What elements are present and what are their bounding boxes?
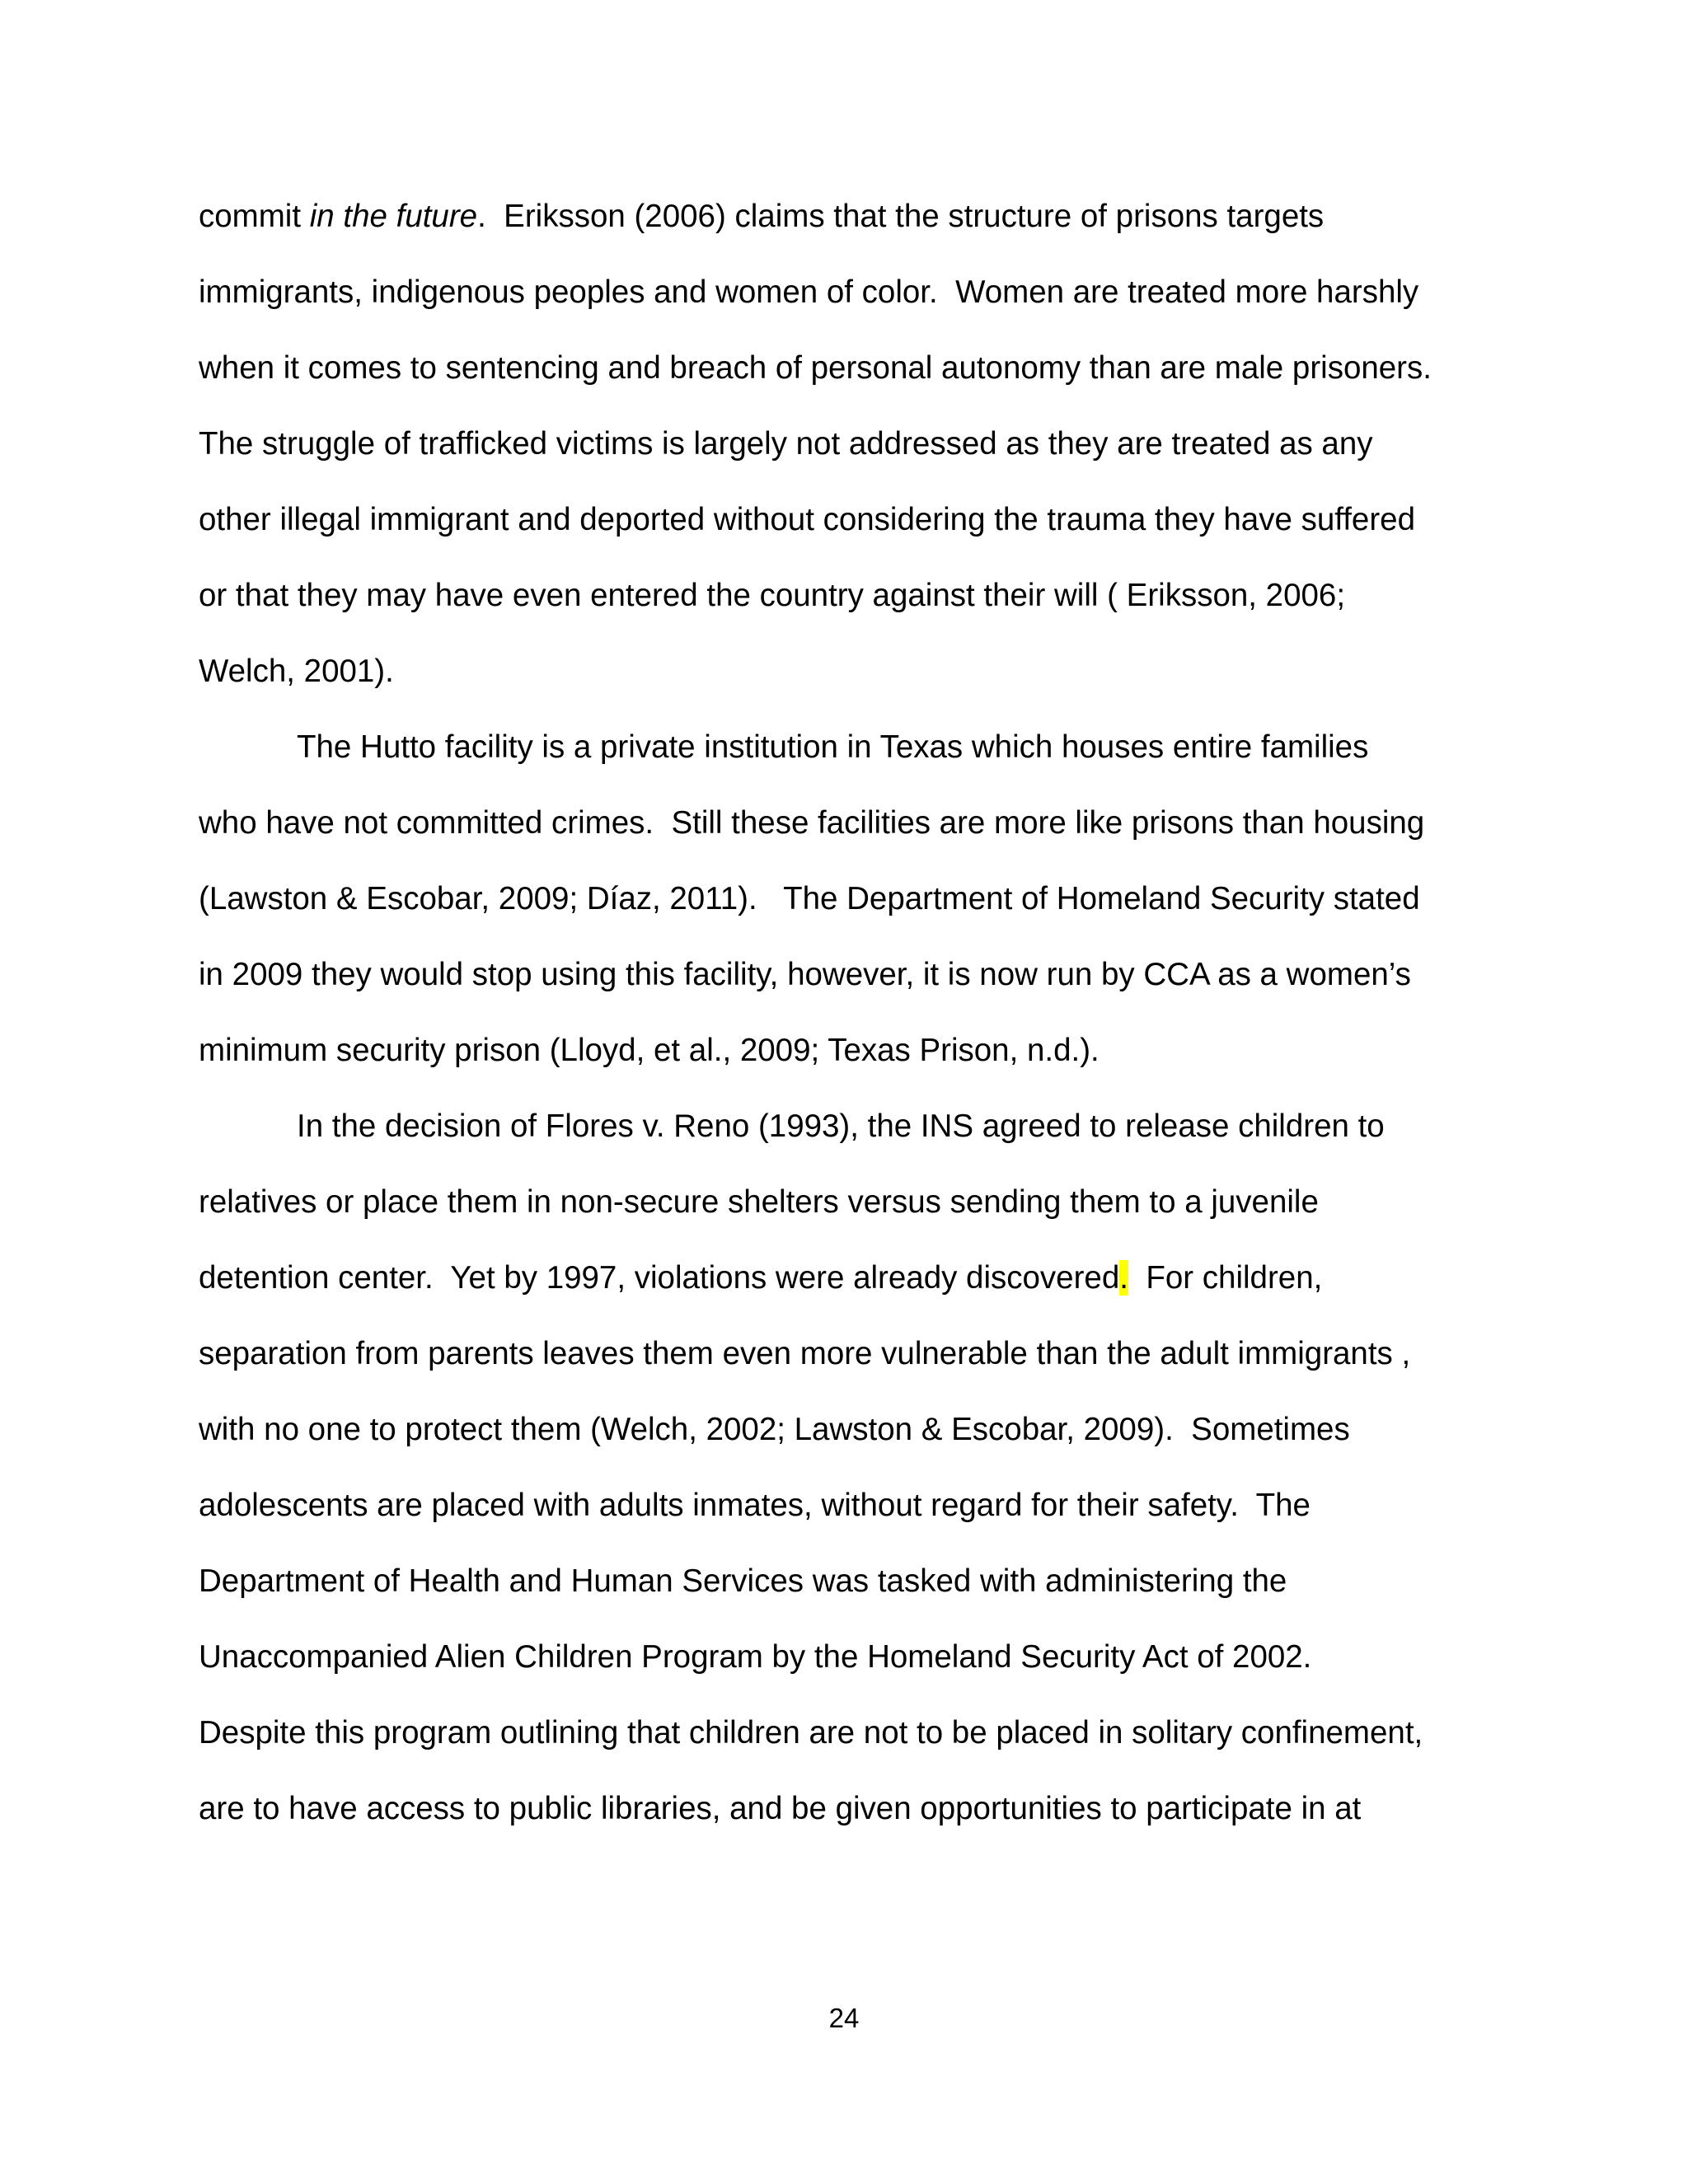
paragraph-3 <box>199 1098 1493 1856</box>
page-number: 24 <box>828 2003 860 2033</box>
text-line: when it comes to sentencing and breach of personal autonomy than are male prisoners. <box>199 350 1432 386</box>
text-line <box>199 1249 1493 1325</box>
text-line: adolescents are placed with adults inmates, without regard for their safety. The <box>199 1488 1311 1523</box>
highlighted-period: . <box>1119 1260 1128 1296</box>
paragraph-2 <box>199 719 1493 1098</box>
text-run: detention center. Yet by 1997, violations were already discovered <box>199 1260 1120 1296</box>
text-line: other illegal immigrant and deported without considering the trauma they have suffered <box>199 502 1415 537</box>
text-line: in 2009 they would stop using this facility, however, it is now run by CCA as a women’s <box>199 957 1411 992</box>
text-line: In the decision of Flores v. Reno (1993), the INS agreed to release children to <box>297 1108 1385 1144</box>
text-line: The struggle of trafficked victims is largely not addressed as they are treated as any <box>199 426 1373 462</box>
body-text <box>199 188 1493 1856</box>
text-line: The Hutto facility is a private institution in Texas which houses entire families <box>297 729 1369 765</box>
text-line: are to have access to public libraries, and be given opportunities to participate in at <box>199 1791 1362 1826</box>
text-line: Department of Health and Human Services was tasked with administering the <box>199 1563 1287 1599</box>
text-run: commit <box>199 199 310 234</box>
text-line: Welch, 2001). <box>199 654 394 689</box>
text-run: For children, <box>1128 1260 1323 1296</box>
text-line: (Lawston & Escobar, 2009; Díaz, 2011). The Department of Homeland Security stated <box>199 881 1420 916</box>
text-line: who have not committed crimes. Still these facilities are more like prisons than housing <box>199 805 1425 841</box>
text-line: or that they may have even entered the country against their will ( Eriksson, 2006; <box>199 578 1346 613</box>
text-line: Despite this program outlining that children are not to be placed in solitary confinement, <box>199 1715 1423 1750</box>
text-line: immigrants, indigenous peoples and women of color. Women are treated more harshly <box>199 274 1419 310</box>
text-line: with no one to protect them (Welch, 2002; Lawston & Escobar, 2009). Sometimes <box>199 1412 1350 1447</box>
text-line <box>199 188 1493 264</box>
text-line: Unaccompanied Alien Children Program by the Homeland Security Act of 2002. <box>199 1639 1312 1675</box>
text-line: minimum security prison (Lloyd, et al., 2009; Texas Prison, n.d.). <box>199 1033 1100 1068</box>
text-line: relatives or place them in non-secure shelters versus sending them to a juvenile <box>199 1184 1319 1220</box>
italic-text: in the future <box>309 199 478 234</box>
text-line: separation from parents leaves them even more vulnerable than the adult immigrants , <box>199 1336 1411 1371</box>
paragraph-1 <box>199 188 1493 719</box>
text-run: . Eriksson (2006) claims that the structure of prisons targets <box>477 199 1325 234</box>
